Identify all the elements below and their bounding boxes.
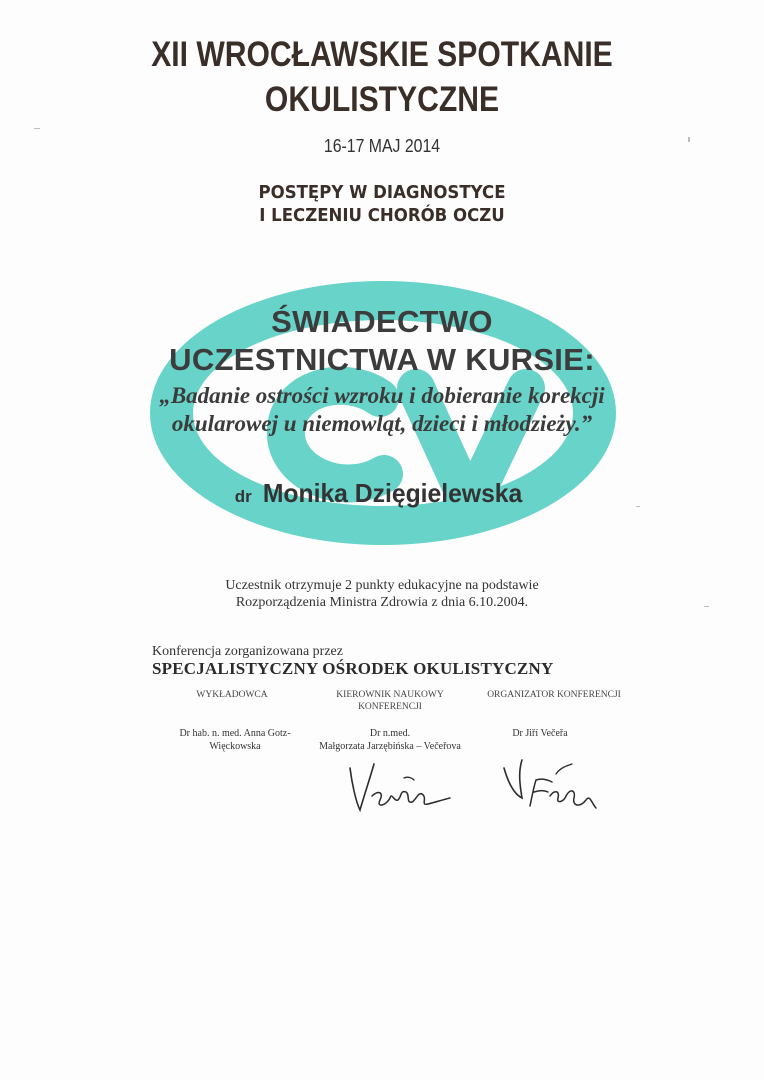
organizer-name: SPECJALISTYCZNY OŚRODEK OKULISTYCZNY (152, 659, 554, 678)
role-line: ORGANIZATOR KONFERENCJI (487, 690, 621, 700)
scan-speck (688, 137, 690, 142)
conference-subtitle-line1: POSTĘPY W DIAGNOSTYCE (258, 182, 506, 203)
signatory-role-scientific-head (310, 689, 470, 713)
person-line: Dr hab. n. med. Anna Gotz- (179, 728, 291, 739)
signature-scientific-head (344, 756, 454, 816)
person-line: Dr Jiří Večeřa (512, 728, 568, 739)
certificate-heading-line2: UCZESTNICTWA W KURSIE: (169, 342, 595, 377)
signatory-role-lecturer (150, 689, 314, 701)
conference-subtitle (152, 181, 612, 227)
education-points-line2: Rozporządzenia Ministra Zdrowia z dnia 6.10.2004. (235, 595, 529, 610)
role-line: WYKŁADOWCA (196, 690, 268, 700)
conference-subtitle-line2: I LECZENIU CHORÓB OCZU (259, 205, 505, 226)
scan-speck (704, 606, 709, 607)
scan-speck (636, 506, 640, 507)
certificate-heading-line1: ŚWIADECTWO (271, 304, 493, 339)
signatory-person-lecturer (160, 727, 310, 753)
conference-title (124, 32, 640, 122)
education-points-note (182, 577, 582, 611)
person-line: Dr n.med. (369, 728, 411, 739)
course-title (130, 382, 634, 438)
signatory-person-scientific-head (305, 727, 475, 753)
conference-date: 16-17 MAJ 2014 (323, 136, 441, 156)
conference-title-line2: OKULISTYCZNE (264, 80, 500, 119)
course-title-line1: „Badanie ostrości wzroku i dobieranie korekcji (159, 383, 605, 408)
participant-name-line (132, 478, 632, 509)
participant-title-prefix: dr (234, 487, 252, 506)
role-line: KONFERENCJI (358, 702, 422, 712)
signatory-person-organizer (478, 727, 602, 740)
signature-organizer (500, 750, 600, 816)
participant-name: Monika Dzięgielewska (262, 478, 523, 508)
signatory-role-organizer (470, 689, 638, 701)
person-line: Więckowska (209, 741, 261, 752)
certificate-heading (132, 303, 632, 379)
education-points-line1: Uczestnik otrzymuje 2 punkty edukacyjne na podstawie (225, 578, 539, 593)
role-line: KIEROWNIK NAUKOWY (336, 690, 444, 700)
scan-speck (34, 128, 40, 129)
person-line: Małgorzata Jarzębińska – Večeřova (319, 741, 461, 752)
organizer-intro: Konferencja zorganizowana przez (152, 644, 343, 659)
conference-title-line1: XII WROCŁAWSKIE SPOTKANIE (151, 35, 613, 74)
course-title-line2: okularowej u niemowląt, dzieci i młodzieży.” (171, 411, 593, 436)
